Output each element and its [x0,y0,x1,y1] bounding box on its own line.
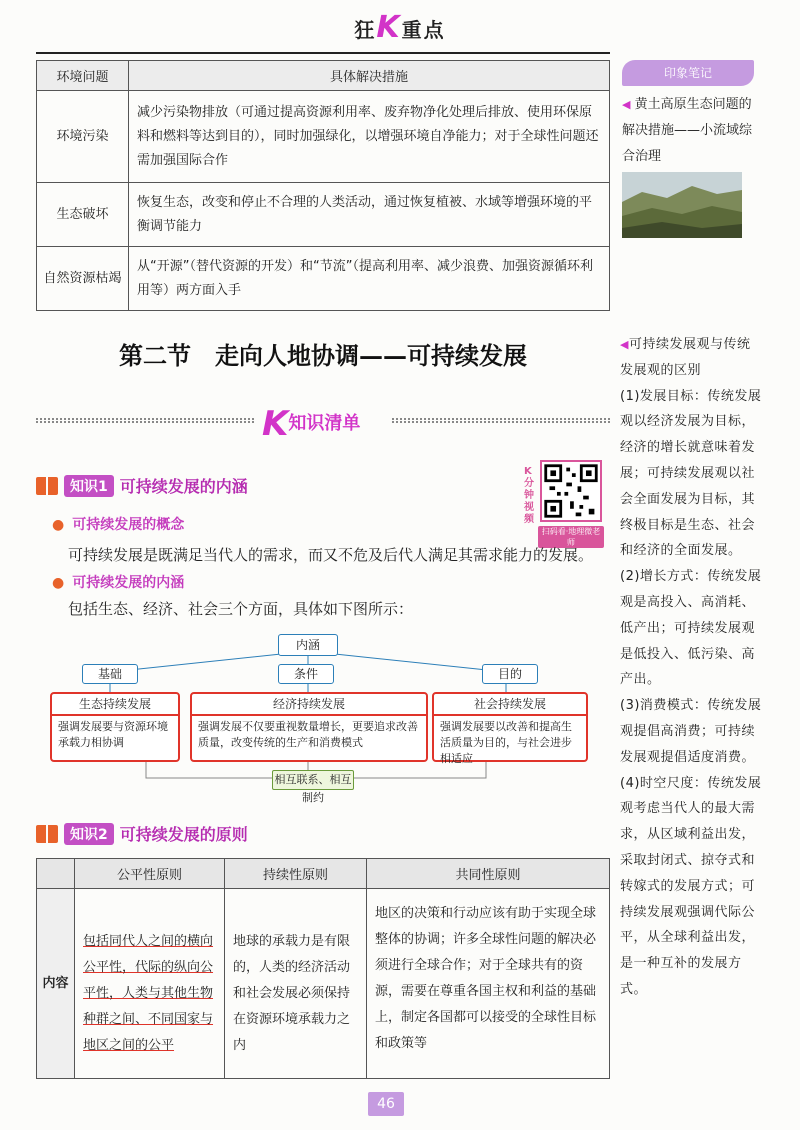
video-label: K分钟视频 [524,466,534,525]
loess-plateau-photo [622,172,742,238]
col-header-fairness: 公平性原则 [75,859,225,889]
brand-header [0,10,800,45]
content-heading [52,572,184,592]
problem-cell: 自然资源枯竭 [37,247,129,311]
col-header-problem: 环境问题 [37,61,129,91]
col-header-sustainability: 持续性原则 [225,859,367,889]
knowledge-tag: 知识1 [64,475,114,497]
k-logo: K [262,404,289,444]
branch-tag: 条件 [278,664,334,684]
principle-cell: 地球的承载力是有限的，人类的经济活动和社会发展必须保持在资源环境承载力之内 [225,889,367,1079]
corner-cell [37,859,75,889]
principle-text: 包括同代人之间的横向公平性，代际的纵向公平性，人类与其他生物种群之间、不同国家与地区之间的公平 [83,934,214,1053]
book-icon [36,825,58,843]
qr-code-icon[interactable] [540,460,602,522]
knowledge-list-heading [262,404,360,444]
branch-body: 强调发展要以改善和提高生活质量为目的，与社会进步相适应 [440,720,572,765]
branch-title: 经济持续发展 [192,694,426,716]
knowledge-tag: 知识2 [64,823,114,845]
principle-cell [75,889,225,1079]
diagram-root: 内涵 [278,634,338,656]
branch-box-society [432,692,588,765]
book-icon [36,477,58,495]
knowledge-title: 可持续发展的原则 [119,825,248,844]
side-compare-item: (3)消费模式：传统发展观提倡高消费；可持续发展观提倡适度消费。 [620,698,762,765]
side-note-content: 黄土高原生态问题的解决措施——小流域综合治理 [622,97,753,164]
side-compare-intro-text: 可持续发展观与传统发展观的区别 [620,337,751,378]
dotted-divider-left [36,418,254,423]
section-title: 第二节 走向人地协调——可持续发展 [119,341,527,370]
header-divider [36,52,610,54]
branch-tag: 基础 [82,664,138,684]
knowledge-2-heading [36,822,248,845]
branch-tag: 目的 [482,664,538,684]
col-header-commonality: 共同性原则 [367,859,610,889]
row-label: 内容 [37,889,75,1079]
col-header-measure: 具体解决措施 [129,61,610,91]
table-row [37,183,610,247]
triangle-marker-icon: ◀ [622,98,631,111]
concept-heading [52,514,184,534]
dotted-divider-right [392,418,610,423]
principle-cell: 地区的决策和行动应该有助于实现全球整体的协调；许多全球性问题的解决必须进行全球合作；对于全球共有的资源，需要在尊重各国主权和利益的基础上，制定各国都可以接受的全球性目标和政策等 [367,889,610,1079]
side-compare-item: (2)增长方式：传统发展观是高投入、高消耗、低产出；可持续发展观是低投入、低污染、高产出。 [620,569,762,688]
brand-pre: 狂 [354,18,377,42]
knowledge-list-label: 知识清单 [288,413,361,434]
branch-body: 强调发展不仅要重视数量增长，更要追求改善质量，改变传统的生产和消费模式 [198,720,418,749]
environment-measures-table [36,60,610,311]
table-header-row [37,859,610,889]
diagram-bottom-label: 相互联系、相互制约 [272,770,354,790]
principles-table [36,858,610,1079]
content-heading-text: 可持续发展的内涵 [72,575,185,591]
concept-heading-text: 可持续发展的概念 [72,517,185,533]
table-row [37,91,610,183]
bullet-icon: ● [52,517,65,533]
table-row [37,889,610,1079]
measure-cell: 恢复生态，改变和停止不合理的人类活动，通过恢复植被、水域等增强环境的平衡调节能力 [129,183,610,247]
knowledge-1-heading [36,474,248,497]
qr-caption: 扫码看·地理微老师 [538,526,604,548]
measure-cell: 从“开源”（替代资源的开发）和“节流”（提高利用率、减少浪费、加强资源循环利用等）两方面入手 [129,247,610,311]
triangle-marker-icon: ◀ [620,338,629,351]
measure-cell: 减少污染物排放（可通过提高资源利用率、废弃物净化处理后排放、使用环保原料和燃料等达到目的），同时加强绿化，以增强环境自净能力；对于全球性问题还需加强国际合作 [129,91,610,183]
side-compare-note [620,332,762,1003]
branch-box-ecology [50,692,180,762]
branch-title: 生态持续发展 [52,694,178,716]
page-number: 46 [368,1092,404,1116]
bullet-icon: ● [52,575,65,591]
side-note-text [622,92,754,170]
brand-k-logo: K [376,10,402,45]
impression-note-badge: 印象笔记 [622,60,754,86]
side-compare-item: (1)发展目标：传统发展观以经济发展为目标，经济的增长就意味着发展；可持续发展观以社会全面发展为目标，其终极目标是生态、社会和经济的全面发展。 [620,388,762,559]
knowledge-title: 可持续发展的内涵 [119,477,248,496]
side-compare-item: (4)时空尺度：传统发展观考虑当代人的最大需求，从区域利益出发，采取封闭式、掠夺式和转嫁式的发展方式；可持续发展观强调代际公平，从全球利益出发，是一种互补的发展方式。 [620,775,762,997]
branch-body: 强调发展要与资源环境承载力相协调 [58,720,168,749]
problem-cell: 环境污染 [37,91,129,183]
concept-text: 可持续发展是既满足当代人的需求，而又不危及后代人满足其需求能力的发展。 [68,546,594,564]
brand-post: 重点 [401,18,446,42]
branch-box-economy [190,692,428,762]
branch-title: 社会持续发展 [434,694,586,716]
table-header-row [37,61,610,91]
table-row [37,247,610,311]
side-compare-intro [620,332,762,384]
content-text: 包括生态、经济、社会三个方面，具体如下图所示： [68,600,414,618]
problem-cell: 生态破坏 [37,183,129,247]
